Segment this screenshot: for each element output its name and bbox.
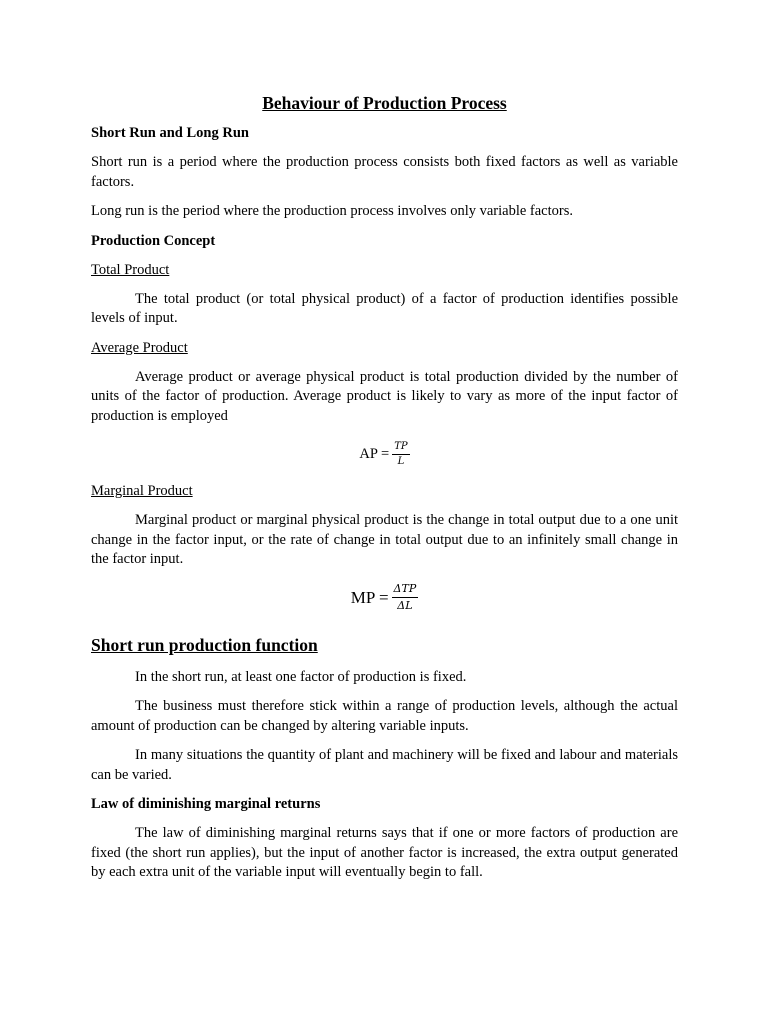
heading-diminishing-returns: Law of diminishing marginal returns	[91, 796, 321, 812]
paragraph-short-run-plant: In many situations the quantity of plant and machinery will be fixed and labour and materials can be varied.	[91, 747, 678, 783]
paragraph-marginal-product: Marginal product or marginal physical product is the change in total output due to a one unit change in the factor input, or the rate of change in total output due to an infinitely small change in the factor input.	[91, 512, 678, 567]
paragraph-short-run-fixed: In the short run, at least one factor of production is fixed.	[135, 668, 467, 685]
heading-short-run-production-function: Short run production function	[91, 634, 318, 655]
document-title: Behaviour of Production Process	[262, 93, 507, 113]
formula-ap-numerator: TP	[392, 441, 409, 455]
formula-ap-denominator: L	[397, 455, 405, 467]
paragraph-short-run-range: The business must therefore stick within a range of production levels, although the actual amount of production can be changed by altering variable inputs.	[91, 698, 678, 734]
heading-marginal-product: Marginal Product	[91, 483, 193, 499]
formula-ap-fraction	[392, 441, 409, 468]
heading-production-concept: Production Concept	[91, 232, 216, 249]
formula-mp-fraction	[392, 582, 419, 613]
formula-ap-lhs: AP =	[359, 445, 390, 462]
heading-average-product: Average Product	[91, 339, 188, 356]
formula-mp-numerator: ΔTP	[392, 582, 419, 598]
formula-mp-denominator: ΔL	[397, 599, 413, 612]
formula-average-product	[91, 436, 678, 472]
heading-total-product: Total Product	[91, 261, 170, 278]
formula-mp-lhs: MP =	[350, 587, 389, 607]
formula-marginal-product	[91, 580, 678, 616]
paragraph-average-product: Average product or average physical product is total production divided by the number of units of the factor of production. Average product is likely to vary as more of the input factor of production is employed	[91, 368, 678, 424]
paragraph-total-product: The total product (or total physical product) of a factor of production identifies possible levels of input.	[91, 290, 678, 326]
paragraph-diminishing-returns: The law of diminishing marginal returns says that if one or more factors of production are fixed (the short run applies), but the input of another factor is increased, the extra output generated by each extra unit of the variable input will eventually begin to fall.	[91, 825, 678, 880]
paragraph-short-run: Short run is a period where the production process consists both fixed factors as well as variable factors.	[91, 154, 678, 190]
document-body	[91, 92, 678, 893]
heading-short-long-run: Short Run and Long Run	[91, 125, 249, 141]
paragraph-long-run: Long run is the period where the production process involves only variable factors.	[91, 203, 573, 219]
